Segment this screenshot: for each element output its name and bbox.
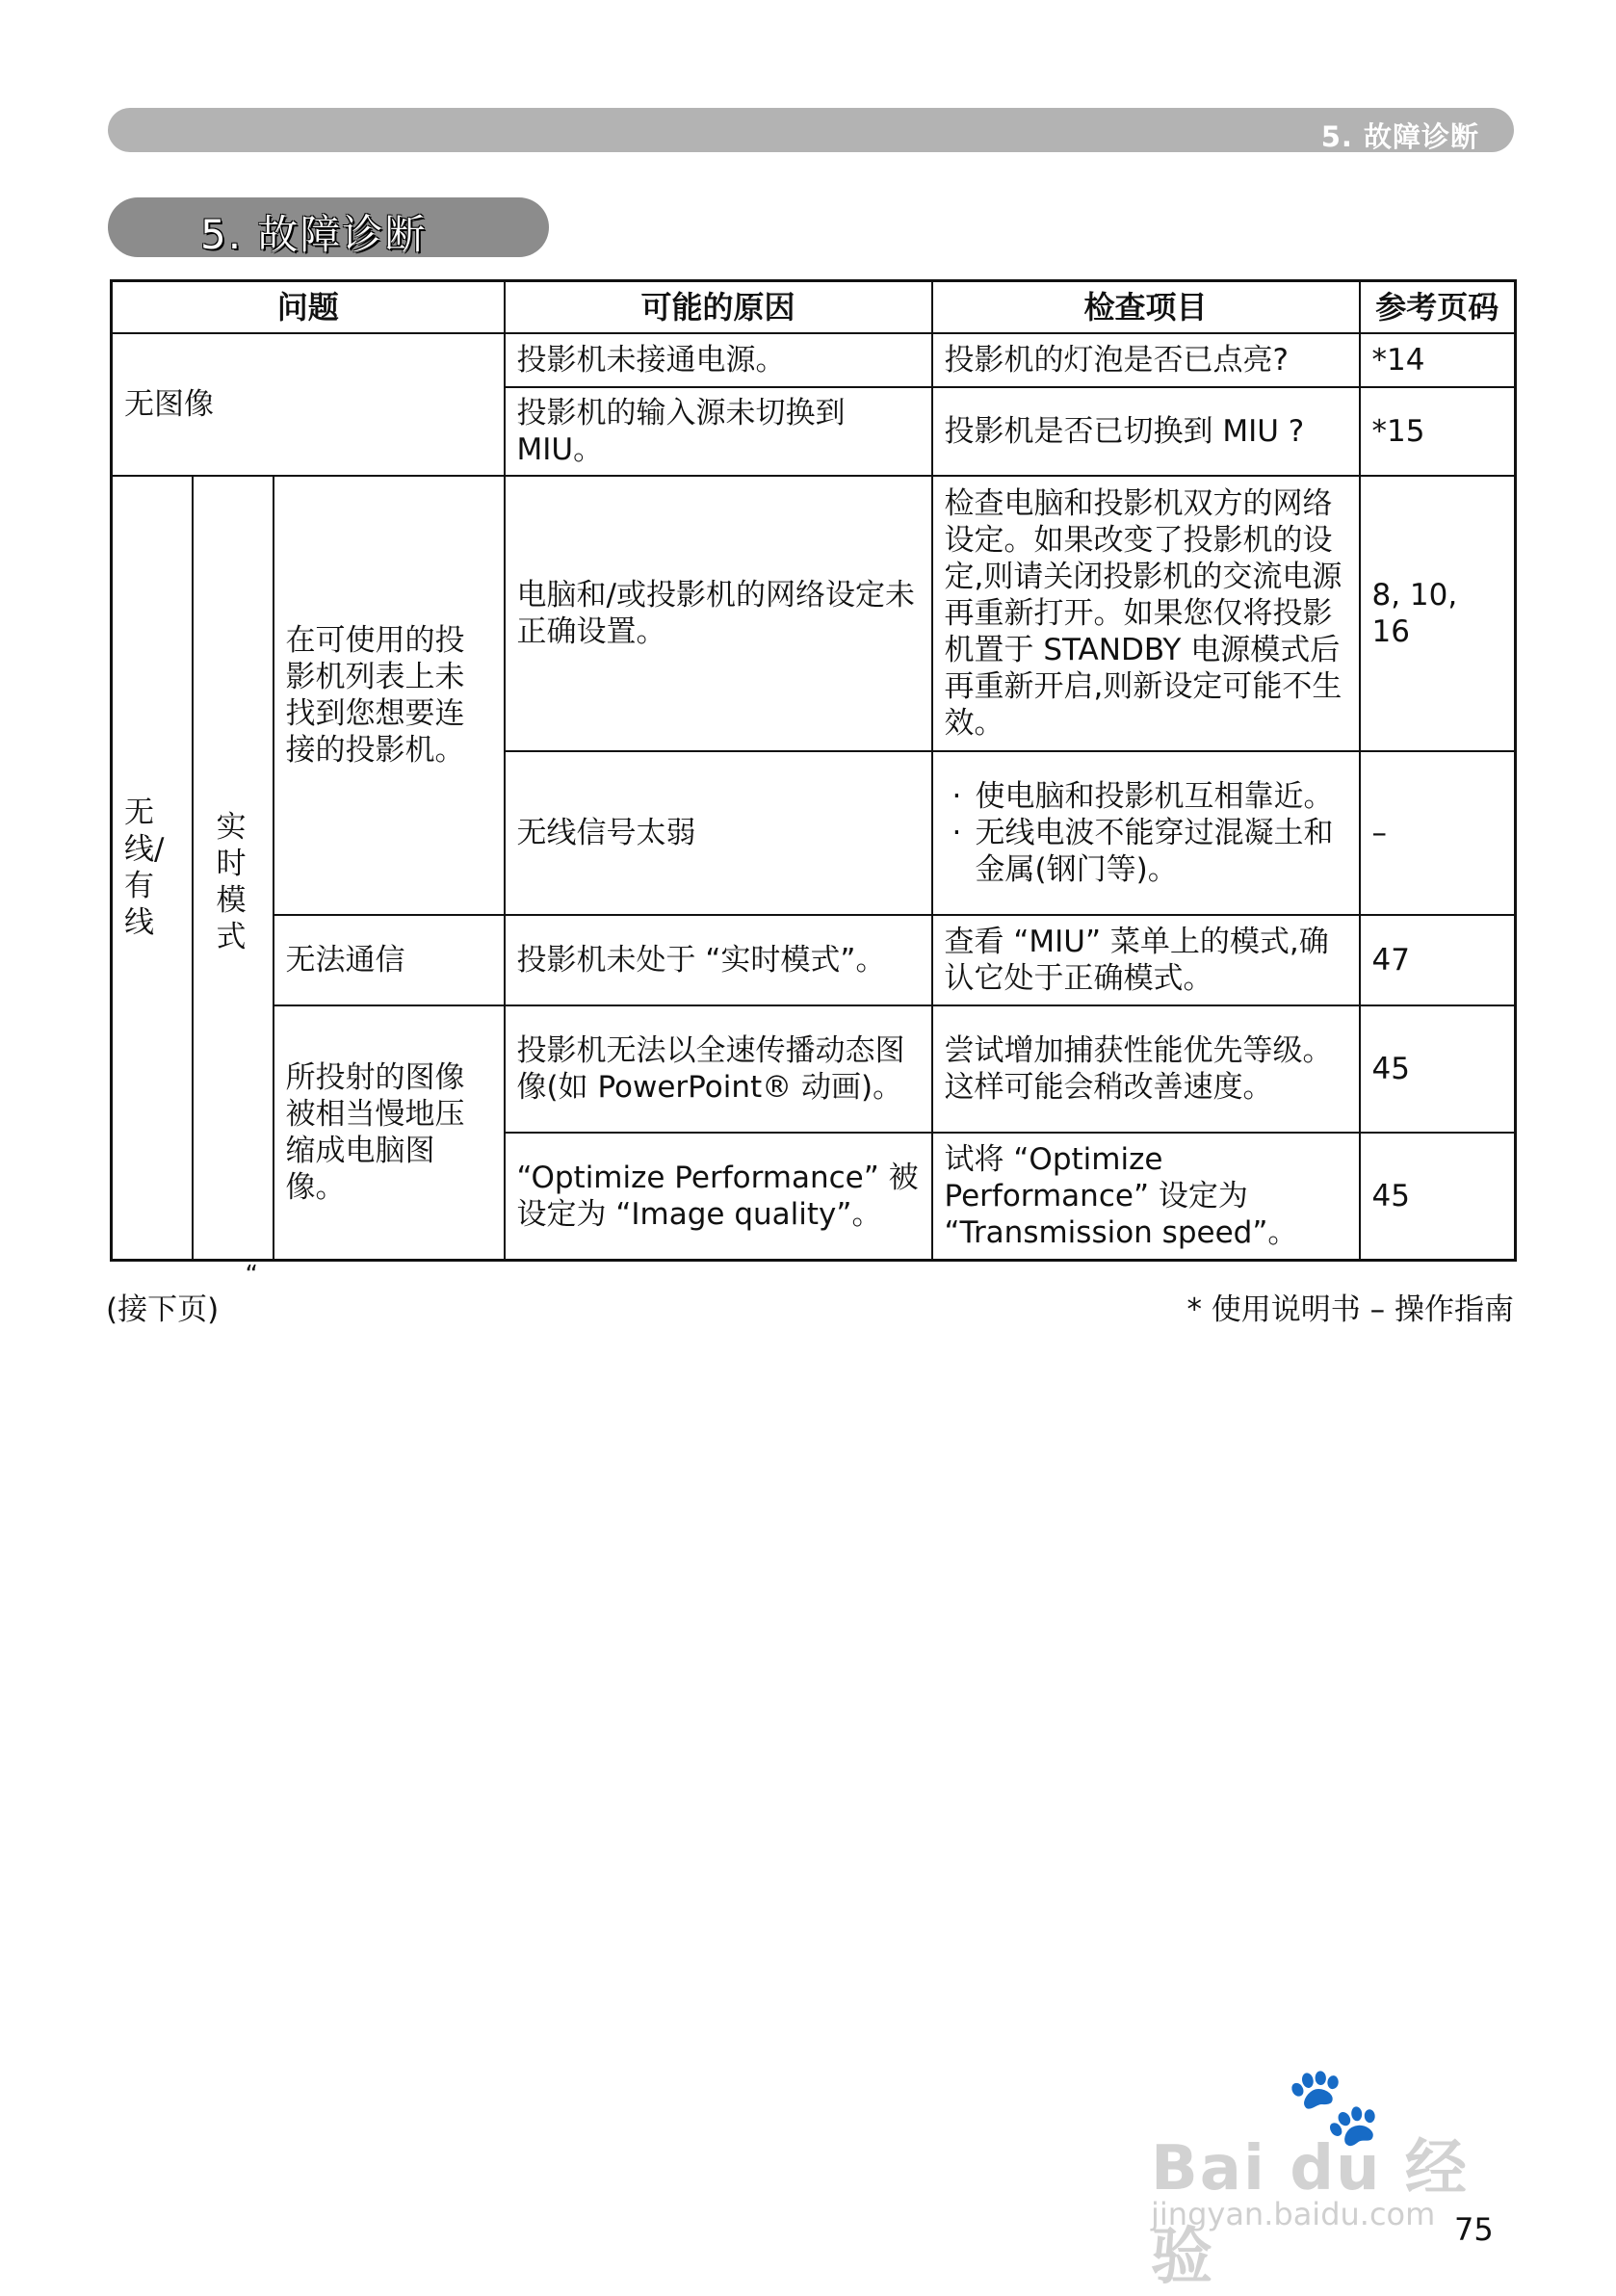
list-item: · 使电脑和投影机互相靠近。 <box>945 778 1347 815</box>
page-number: 75 <box>1454 2211 1494 2248</box>
problem-projector-not-found: 在可使用的投影机列表上未找到您想要连接的投影机。 <box>274 476 505 915</box>
problem-slow-image: 所投射的图像被相当慢地压缩成电脑图像。 <box>274 1005 505 1260</box>
cause-cell: 电脑和/或投影机的网络设定未正确设置。 <box>505 476 932 751</box>
header-cause: 可能的原因 <box>505 281 932 334</box>
table-row <box>112 915 1516 1005</box>
ref-cell: *15 <box>1360 387 1516 476</box>
manual-reference-note: * 使用说明书 – 操作指南 <box>1186 1292 1514 1327</box>
paw-icon: 🐾 <box>1286 2061 1382 2151</box>
watermark-logo: Bai du 经验 <box>1151 2133 1469 2293</box>
header-ref: 参考页码 <box>1360 281 1516 334</box>
check-cell: 尝试增加捕获性能优先等级。 这样可能会稍改善速度。 <box>932 1005 1360 1133</box>
ref-cell: 8, 10, 16 <box>1360 476 1516 751</box>
check-cell: 查看 “MIU” 菜单上的模式,确认它处于正确模式。 <box>932 915 1360 1005</box>
check-cell: 试将 “Optimize Performance” 设定为 “Transmission speed”。 <box>932 1133 1360 1260</box>
ref-cell: 45 <box>1360 1133 1516 1260</box>
continued-note: (接下页) <box>106 1292 220 1327</box>
ref-cell: *14 <box>1360 333 1516 387</box>
section-title-pill <box>108 197 549 257</box>
group-label: 无线/有线 <box>124 795 165 940</box>
cause-cell: “Optimize Performance” 被设定为 “Image quality”。 <box>505 1133 932 1260</box>
table-header-row <box>112 281 1516 334</box>
header-problem: 问题 <box>112 281 505 334</box>
group-label-cell <box>112 476 193 1260</box>
watermark-url: jingyan.baidu.com <box>1151 2196 1436 2232</box>
page-title: 5. 故障诊断 <box>200 211 428 258</box>
check-cell: 投影机的灯泡是否已点亮? <box>932 333 1360 387</box>
ref-cell: 47 <box>1360 915 1516 1005</box>
section-header-label: 5. 故障诊断 <box>1320 120 1479 153</box>
problem-cannot-communicate: 无法通信 <box>274 915 505 1005</box>
mode-label: 实时模式 <box>216 810 247 954</box>
section-header-bar <box>108 108 1514 152</box>
troubleshooting-table <box>110 279 1517 1290</box>
cause-cell: 无线信号太弱 <box>505 751 932 915</box>
cause-cell: 投影机未接通电源。 <box>505 333 932 387</box>
check-cell: 投影机是否已切换到 MIU ? <box>932 387 1360 476</box>
cause-cell: 投影机的输入源未切换到MIU。 <box>505 387 932 476</box>
table-row <box>112 476 1516 751</box>
mode-quote-mark: “ <box>245 1261 258 1290</box>
problem-no-image: 无图像 <box>112 333 505 476</box>
check-cell: 检查电脑和投影机双方的网络设定。如果改变了投影机的设定,则请关闭投影机的交流电源再重新打开。如果您仅将投影机置于 STANDBY 电源模式后再重新开启,则新设定可能不生效。 <box>932 476 1360 751</box>
check-bullet-list <box>945 778 1347 888</box>
check-cell <box>932 751 1360 915</box>
mode-label-overlay <box>208 809 254 955</box>
cause-cell: 投影机无法以全速传播动态图像(如 PowerPoint® 动画)。 <box>505 1005 932 1133</box>
table-row <box>112 333 1516 387</box>
header-check: 检查项目 <box>932 281 1360 334</box>
ref-cell: 45 <box>1360 1005 1516 1133</box>
list-item: · 无线电波不能穿过混凝土和金属(钢门等)。 <box>945 815 1347 888</box>
cause-cell: 投影机未处于 “实时模式”。 <box>505 915 932 1005</box>
ref-cell: – <box>1360 751 1516 915</box>
table-row <box>112 1005 1516 1133</box>
